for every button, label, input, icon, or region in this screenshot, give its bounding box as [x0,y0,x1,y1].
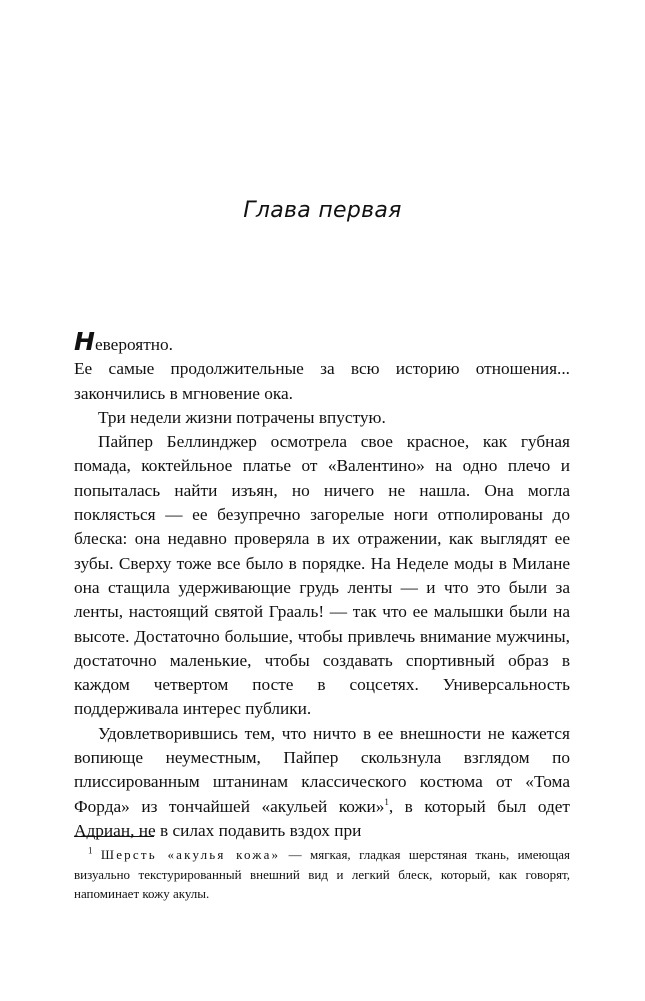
body-text [74,327,570,843]
opening-text: евероятно. [94,335,173,354]
paragraph-4-text-b: , в который был одет Адриан, не в силах подавить вздох при [74,796,570,840]
chapter-title: Глава первая [243,198,402,223]
footnote-term: Шерсть «акулья кожа» [100,847,281,862]
footnote-marker: 1 [88,845,93,856]
footnotes [74,845,570,904]
footnote-1 [74,845,570,904]
paragraph-4 [74,722,570,843]
paragraph-3: Пайпер Беллинджер осмотрела свое красное, как губная помада, коктейльное платье от «Валентино» на одно плечо и попыталась найти изъян, но ничего не нашла. Она могла поклясться — ее безупречно загорелые ноги отполированы до блеска: она недавно проверяла в их отражении, как выглядят ее зубы. Сверху тоже все было в порядке. На Неделе моды в Милане она стащила удерживающие грудь ленты — и что это были за ленты, настоящий святой Грааль! — так что ее малышки были на высоте. Достаточно большие, чтобы привлечь внимание мужчины, достаточно маленькие, чтобы создавать спортивный образ в каждом четвертом посте в соцсетях. Универсальность поддерживала интерес публики. [74,432,570,719]
footnote-text: — мягкая, гладкая шерстяная ткань, имеющая визуально текстурированный внешний вид и легкий блеск, который, как говорят, напоминает кожу акулы. [74,847,571,901]
drop-cap: Н [74,327,95,356]
opening-line [74,327,570,357]
paragraph-1: Ее самые продолжительные за всю историю отношения... закончились в мгновение ока. [74,359,570,403]
paragraph-4-text-a: Удовлетворившись тем, что ничто в ее внешности не кажется вопиюще неуместным, Пайпер скользнула взглядом по плиссированным штанинам классического костюма от «Тома Форда» из тончайшей «акульей кожи» [74,723,570,816]
footnote-reference[interactable]: 1 [384,796,389,807]
footnote-divider [74,836,154,837]
paragraph-2: Три недели жизни потрачены впустую. [98,407,386,427]
